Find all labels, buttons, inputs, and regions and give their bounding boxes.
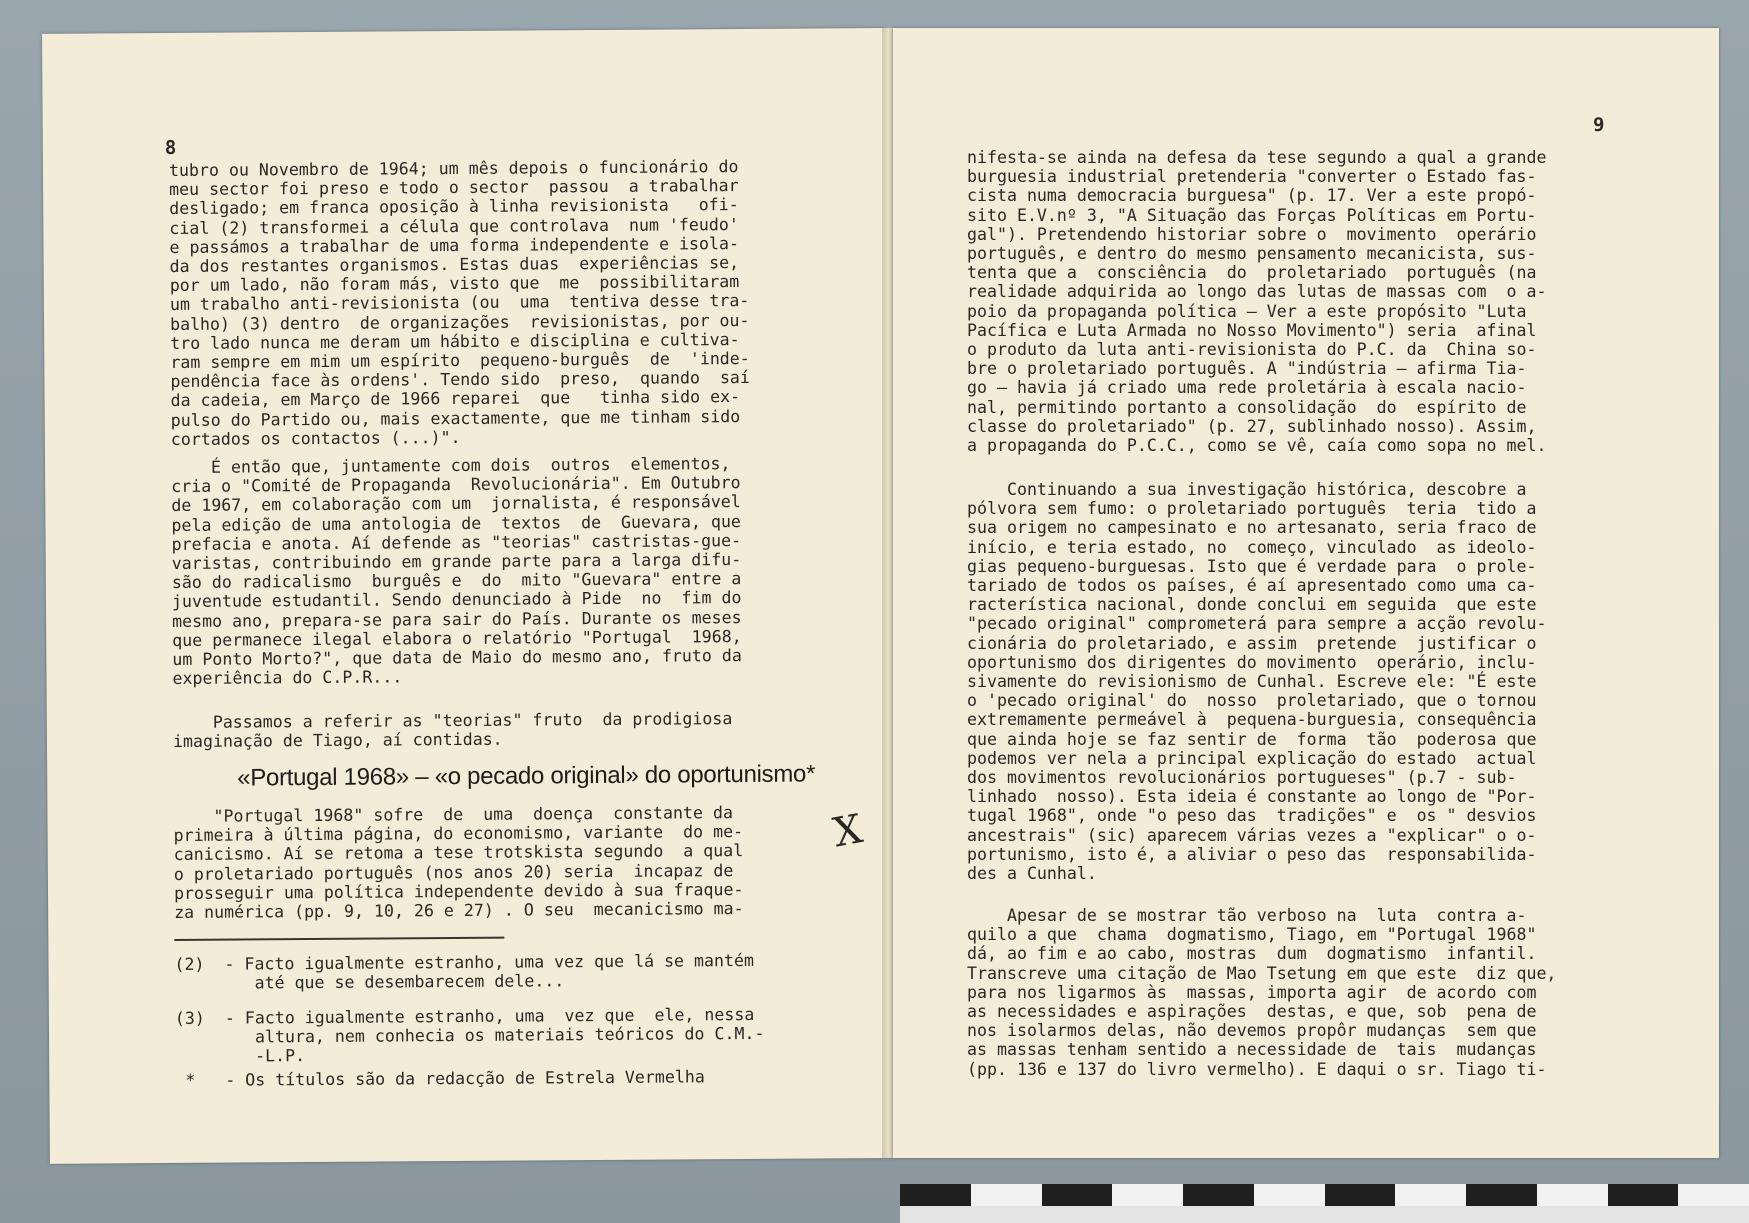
- text-line: varistas, contribuindo em grande parte para a larga difu-: [171, 550, 742, 574]
- text-line: imaginação de Tiago, aí contidas.: [172, 729, 503, 752]
- text-line: dá, ao fim e ao cabo, mostras dum dogmatismo infantil.: [967, 944, 1537, 964]
- text-line: gias pequeno-burguesas. Isto que é verdade para o prole-: [967, 556, 1537, 576]
- text-line: que permanece ilegal elabora o relatório "Portugal 1968,: [172, 626, 742, 650]
- text-line: dos movimentos revolucionários portugueses" (p.7 - sub-: [967, 768, 1517, 788]
- text-line: da cadeia, em Março de 1966 reparei que tinha sido ex-: [170, 387, 741, 411]
- text-line: são do radicalismo burguês e do mito "Guevara" entre a: [171, 569, 742, 593]
- text-line: as massas tenham sentido a necessidade de tais mudanças: [967, 1040, 1537, 1060]
- text-line: sivamente do revisionismo de Cunhal. Escreve ele: "É este: [967, 672, 1537, 692]
- text-line: tariado de todos os países, é aí apresentado como uma ca-: [967, 576, 1537, 596]
- right-paragraph-2: [967, 480, 1546, 883]
- text-line: gal"). Pretendendo historiar sobre o movimento operário: [967, 224, 1537, 244]
- text-line: "pecado original" comprometerá para sempre a acção revolu-: [967, 614, 1547, 634]
- text-line: experiência do C.P.R...: [172, 667, 403, 689]
- text-line: tubro ou Novembro de 1964; um mês depois o funcionário do: [168, 157, 739, 180]
- text-line: para nos ligarmos às massas, importa agir de acordo com: [967, 982, 1537, 1002]
- text-line: mesmo ano, prepara-se para sair do País. Durante os meses: [172, 607, 742, 631]
- text-line: go — havia já criado uma rede proletária à escala nacio-: [967, 378, 1527, 398]
- text-line: da dos restantes organismos. Estas duas experiências se,: [169, 253, 740, 277]
- footnote-rule: [174, 937, 504, 941]
- text-line: nal, permitindo portanto a consolidação do espírito de: [967, 397, 1527, 417]
- text-line: Transcreve uma citação de Mao Tsetung em que este diz que,: [967, 963, 1557, 983]
- text-line: za numérica (pp. 9, 10, 26 e 27) . O seu mecanicismo ma-: [174, 899, 744, 922]
- text-line: que ainda hoje se faz sentir de forma tão poderosa que: [967, 729, 1537, 749]
- text-line: É então que, juntamente com dois outros elementos,: [170, 454, 731, 477]
- text-line: quilo a que chama dogmatismo, Tiago, em "Portugal 1968": [967, 925, 1537, 945]
- text-line: cria o "Comité de Propaganda Revolucionária". Em Outubro: [171, 473, 741, 497]
- left-paragraph-1: [169, 157, 750, 449]
- text-line: prefacia e anota. Aí defende as "teorias" castristas-gue-: [171, 530, 742, 554]
- text-line: início, e teria estado, no começo, vinculado as ideolo-: [967, 537, 1537, 557]
- footnote-asterisk: * - Os títulos são da redacção de Estrela Vermelha: [175, 1067, 705, 1090]
- text-line: poio da propaganda política — Ver a este propósito "Luta: [967, 301, 1527, 321]
- text-line: extremamente permeável à pequena-burguesia, consequência: [967, 710, 1537, 730]
- text-line: português, e dentro do mesmo pensamento mecanicista, sus-: [967, 244, 1537, 264]
- text-line: um Ponto Morto?", que data de Maio do mesmo ano, fruto da: [172, 646, 742, 670]
- text-line: pela edição de uma antologia de textos de Guevara, que: [171, 511, 741, 535]
- text-line: ancestrais" (sic) aparecem várias vezes a "explicar" o o-: [967, 825, 1537, 845]
- text-line: Continuando a sua investigação histórica, descobre a: [967, 480, 1527, 499]
- text-line: tenta que a consciência do proletariado português (na: [967, 263, 1537, 283]
- text-line: portunismo, isto é, a aliviar o peso das responsabilida-: [967, 844, 1537, 864]
- page-number-right: 9: [1593, 114, 1605, 136]
- text-line: racterística nacional, donde conclui em seguida que este: [967, 595, 1537, 615]
- text-line: pólvora sem fumo: o proletariado português teria tido a: [967, 499, 1537, 519]
- text-line: des a Cunhal.: [967, 864, 1097, 884]
- right-page: [893, 28, 1719, 1158]
- text-line: pulso do Partido ou, mais exactamente, que me tinham sido: [170, 406, 741, 430]
- text-line: Apesar de se mostrar tão verboso na luta contra a-: [967, 906, 1527, 925]
- text-line: tugal 1968", onde "o peso das tradições" e os " desvios: [967, 806, 1537, 826]
- text-line: cortados os contactos (...)".: [170, 427, 461, 449]
- text-line: Passamos a referir as "teorias" fruto da prodigiosa: [172, 709, 733, 732]
- text-line: o 'pecado original' do nosso proletariado, que o tornou: [967, 691, 1537, 711]
- text-line: de 1967, em colaboração com um jornalista, é responsável: [171, 492, 741, 516]
- text-line: prosseguir uma política independente devido à sua fraque-: [173, 879, 744, 903]
- text-line: o produto da luta anti-revisionista do P.C. da China so-: [967, 340, 1537, 360]
- text-line: balho) (3) dentro de organizações revisionistas, por ou-: [169, 310, 750, 334]
- text-line: canicismo. Aí se retoma a tese trotskista segundo a qual: [173, 841, 744, 865]
- text-line: bre o proletariado português. A "indústria — afirma Tia-: [967, 359, 1527, 379]
- page-number-left: 8: [164, 136, 177, 160]
- text-line: realidade adquirida ao longo das lutas de massas com o a-: [967, 282, 1547, 302]
- text-line: burguesia industrial pretenderia "converter o Estado fas-: [967, 167, 1537, 187]
- text-line: linhado nosso). Esta ideia é constante ao longo de "Por-: [967, 787, 1537, 807]
- text-line: primeira à última página, do economismo, variante do me-: [173, 822, 744, 846]
- text-line: um trabalho anti-revisionista (ou uma tentiva desse tra-: [169, 291, 750, 315]
- right-paragraph-1: [967, 148, 1546, 455]
- text-line: meu sector foi preso e todo o sector passou a trabalhar: [169, 176, 739, 200]
- text-line: desligado; em franca oposição à linha revisionista ofi-: [169, 195, 739, 219]
- text-line: (pp. 136 e 137 do livro vermelho). E daqui o sr. Tiago ti-: [967, 1059, 1547, 1079]
- text-line: nifesta-se ainda na defesa da tese segundo a qual a grande: [967, 148, 1547, 167]
- text-line: cista numa democracia burguesa" (p. 17. Ver a este propó-: [967, 186, 1537, 206]
- left-paragraph-2: [171, 454, 742, 688]
- right-paragraph-3: [967, 906, 1556, 1079]
- text-line: tro lado nunca me deram um hábito e disciplina e cultiva-: [170, 329, 740, 353]
- left-paragraph-4: [173, 803, 743, 922]
- text-line: por um lado, não foram más, visto que me possibilitaram: [169, 272, 740, 296]
- text-line: o proletariado português (nos anos 20) seria incapaz de: [173, 860, 734, 884]
- text-line: cial (2) transformei a célula que controlava num 'feudo': [169, 214, 739, 238]
- text-line: sito E.V.nº 3, "A Situação das Forças Políticas em Portu-: [967, 205, 1537, 225]
- text-line: podemos ver nela a principal explicação do estado actual: [967, 748, 1537, 768]
- text-line: classe do proletariado" (p. 27, sublinhado nosso). Assim,: [967, 416, 1537, 436]
- text-line: a propaganda do P.C.C., como se vê, caía como sopa no mel.: [967, 436, 1547, 456]
- left-paragraph-3: [173, 709, 733, 751]
- text-line: Pacífica e Luta Armada no Nosso Movimento") seria afinal: [967, 320, 1537, 340]
- text-line: pendência face às ordens'. Tendo sido preso, quando saí: [170, 368, 750, 392]
- color-scale-bar: [900, 1176, 1749, 1223]
- section-heading: «Portugal 1968» – «o pecado original» do oportunismo*: [237, 760, 816, 792]
- left-page: [42, 28, 892, 1164]
- text-line: oportunismo dos dirigentes do movimento operário, inclu-: [967, 652, 1537, 672]
- text-line: cionária do proletariado, e assim pretende justificar o: [967, 633, 1537, 653]
- footnote-2: (2) - Facto igualmente estranho, uma vez que lá se mantém até que se desembarecem dele...: [174, 950, 755, 994]
- handwritten-x-mark: X: [829, 806, 867, 857]
- text-line: sua origem no campesinato e no artesanato, seria fraco de: [967, 518, 1537, 538]
- footnote-3: (3) - Facto igualmente estranho, uma vez que ele, nessa altura, nem conhecia os materiais teóricos do C.M.- -L.P.: [174, 1004, 765, 1067]
- text-line: as necessidades e aspirações destas, e que, sob pena de: [967, 1002, 1537, 1022]
- text-line: e passámos a trabalhar de uma forma independente e isola-: [169, 233, 740, 257]
- text-line: juventude estudantil. Sendo denunciado à Pide no fim do: [171, 588, 742, 612]
- text-line: ram sempre em mim um espírito pequeno-burguês de 'inde-: [170, 348, 750, 373]
- text-line: "Portugal 1968" sofre de uma doença constante da: [173, 803, 734, 826]
- text-line: nos isolarmos delas, não devemos propôr mudanças sem que: [967, 1021, 1537, 1041]
